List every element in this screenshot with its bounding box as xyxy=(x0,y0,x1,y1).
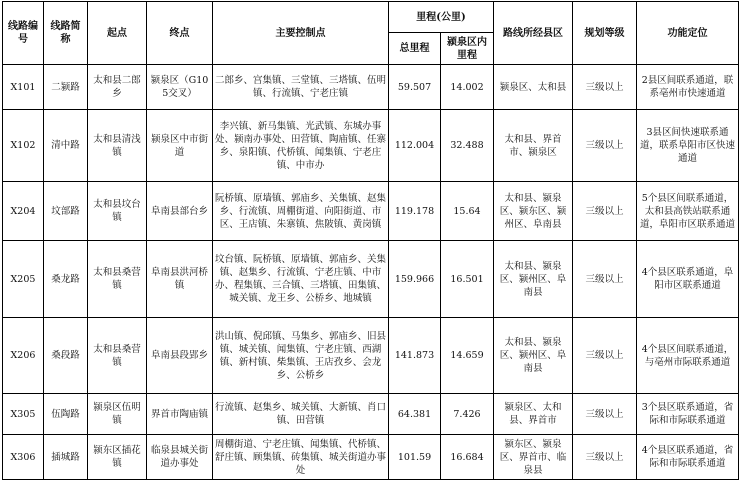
cell-function: 3个县区联系通道，省际和市际联系通道 xyxy=(637,394,739,435)
table-row xyxy=(3,435,739,480)
cell-control-points: 洪山镇、倪邱镇、马集乡、郭庙乡、旧县镇、城关镇、闻集镇、宁老庄镇、西湖镇、新村镇、柴集镇、王店孜乡、会龙乡、公桥乡 xyxy=(213,318,389,394)
header-code: 线路编号 xyxy=(3,2,44,65)
cell-function: 5个县区间联系通道，太和县高铁站联系通道，阜阳市区联系通道 xyxy=(637,182,739,241)
cell-intra-mileage: 16.501 xyxy=(441,241,494,318)
cell-grade: 三级以上 xyxy=(573,182,637,241)
cell-short-name: 坟部路 xyxy=(44,182,88,241)
cell-total-mileage: 141.873 xyxy=(389,318,441,394)
cell-control-points: 坟台镇、阮桥镇、原墙镇、郭庙乡、关集镇、赵集乡、行流镇、宁老庄镇、中市办、程集镇、三合镇、三塔镇、田集镇、城关镇、龙王乡、公桥乡、地城镇 xyxy=(213,241,389,318)
cell-start: 颍东区插花镇 xyxy=(88,435,147,480)
header-total-mileage: 总里程 xyxy=(389,33,441,65)
cell-function: 4个县区间联系通道，与亳州市际联系通道 xyxy=(637,318,739,394)
cell-grade: 三级以上 xyxy=(573,65,637,110)
cell-districts: 太和县、颍泉区、颍州区、阜南县 xyxy=(494,241,573,318)
cell-total-mileage: 159.966 xyxy=(389,241,441,318)
cell-code: X102 xyxy=(3,110,44,182)
cell-districts: 颍东区、颍泉区、界首市、临泉县 xyxy=(494,435,573,480)
header-mileage: 里程(公里) xyxy=(389,2,494,33)
header-districts: 路线所经县区 xyxy=(494,2,573,65)
cell-grade: 三级以上 xyxy=(573,110,637,182)
cell-function: 3县区间快速联系通道，联系阜阳市区快速通道 xyxy=(637,110,739,182)
cell-start: 太和县清浅镇 xyxy=(88,110,147,182)
header-start: 起点 xyxy=(88,2,147,65)
cell-short-name: 二颍路 xyxy=(44,65,88,110)
cell-short-name: 伍陶路 xyxy=(44,394,88,435)
cell-end: 临泉县城关街道办事处 xyxy=(147,435,213,480)
cell-start: 太和县坟台镇 xyxy=(88,182,147,241)
table-row xyxy=(3,182,739,241)
table-row xyxy=(3,241,739,318)
cell-control-points: 二郎乡、宫集镇、三堂镇、三塔镇、伍明镇、行流镇、宁老庄镇 xyxy=(213,65,389,110)
cell-start: 太和县桑营镇 xyxy=(88,318,147,394)
cell-code: X205 xyxy=(3,241,44,318)
cell-start: 太和县桑营镇 xyxy=(88,241,147,318)
cell-intra-mileage: 15.64 xyxy=(441,182,494,241)
cell-control-points: 行流镇、赵集乡、城关镇、大新镇、肖口镇、田营镇 xyxy=(213,394,389,435)
cell-grade: 三级以上 xyxy=(573,318,637,394)
cell-intra-mileage: 14.002 xyxy=(441,65,494,110)
cell-total-mileage: 59.507 xyxy=(389,65,441,110)
header-short-name: 线路简称 xyxy=(44,2,88,65)
cell-function: 2县区间联系通道，联系亳州市快速通道 xyxy=(637,65,739,110)
cell-end: 颍泉区中市街道 xyxy=(147,110,213,182)
cell-intra-mileage: 32.488 xyxy=(441,110,494,182)
route-planning-table xyxy=(2,1,739,480)
cell-start: 颍泉区伍明镇 xyxy=(88,394,147,435)
header-end: 终点 xyxy=(147,2,213,65)
cell-start: 太和县二郎乡 xyxy=(88,65,147,110)
cell-end: 颍泉区（G105交叉） xyxy=(147,65,213,110)
cell-intra-mileage: 7.426 xyxy=(441,394,494,435)
cell-code: X306 xyxy=(3,435,44,480)
cell-total-mileage: 101.59 xyxy=(389,435,441,480)
table-row xyxy=(3,318,739,394)
cell-grade: 三级以上 xyxy=(573,241,637,318)
cell-control-points: 周棚街道、宁老庄镇、闻集镇、代桥镇、舒庄镇、顾集镇、砖集镇、城关街道办事处 xyxy=(213,435,389,480)
cell-districts: 太和县、颍泉区、颍州区、阜南县 xyxy=(494,318,573,394)
table-row xyxy=(3,65,739,110)
header-function: 功能定位 xyxy=(637,2,739,65)
header-intra-mileage: 颍泉区内里程 xyxy=(441,33,494,65)
cell-total-mileage: 112.004 xyxy=(389,110,441,182)
cell-intra-mileage: 16.684 xyxy=(441,435,494,480)
cell-short-name: 清中路 xyxy=(44,110,88,182)
cell-code: X305 xyxy=(3,394,44,435)
cell-function: 4个县区联系通道，省际和市际联系通道 xyxy=(637,435,739,480)
cell-code: X101 xyxy=(3,65,44,110)
cell-districts: 颍泉区、太和县 xyxy=(494,65,573,110)
cell-intra-mileage: 14.659 xyxy=(441,318,494,394)
cell-short-name: 插城路 xyxy=(44,435,88,480)
cell-short-name: 桑段路 xyxy=(44,318,88,394)
table-row xyxy=(3,110,739,182)
cell-grade: 三级以上 xyxy=(573,435,637,480)
cell-code: X204 xyxy=(3,182,44,241)
header-control-points: 主要控制点 xyxy=(213,2,389,65)
cell-districts: 太和县、颍泉区、颍东区、颍州区、阜南县 xyxy=(494,182,573,241)
cell-control-points: 阮桥镇、原墙镇、郭庙乡、关集镇、赵集乡、行流镇、周棚街道、向阳街道、市区、王店镇、朱寨镇、焦陂镇、黄岗镇 xyxy=(213,182,389,241)
cell-short-name: 桑龙路 xyxy=(44,241,88,318)
table-row xyxy=(3,394,739,435)
cell-control-points: 李兴镇、新马集镇、光武镇、东城办事处、颍南办事处、田营镇、陶庙镇、任寨乡、泉阳镇、代桥镇、闻集镇、宁老庄镇、中市办 xyxy=(213,110,389,182)
cell-end: 界首市陶庙镇 xyxy=(147,394,213,435)
cell-grade: 三级以上 xyxy=(573,394,637,435)
cell-total-mileage: 64.381 xyxy=(389,394,441,435)
cell-districts: 太和县、界首市、颍泉区 xyxy=(494,110,573,182)
cell-end: 阜南县段郢乡 xyxy=(147,318,213,394)
cell-districts: 颍泉区、太和县、界首市 xyxy=(494,394,573,435)
cell-total-mileage: 119.178 xyxy=(389,182,441,241)
cell-end: 阜南县洪河桥镇 xyxy=(147,241,213,318)
cell-function: 4个县区联系通道，阜阳市区联系通道 xyxy=(637,241,739,318)
cell-code: X206 xyxy=(3,318,44,394)
cell-end: 阜南县部台乡 xyxy=(147,182,213,241)
header-grade: 规划等级 xyxy=(573,2,637,65)
